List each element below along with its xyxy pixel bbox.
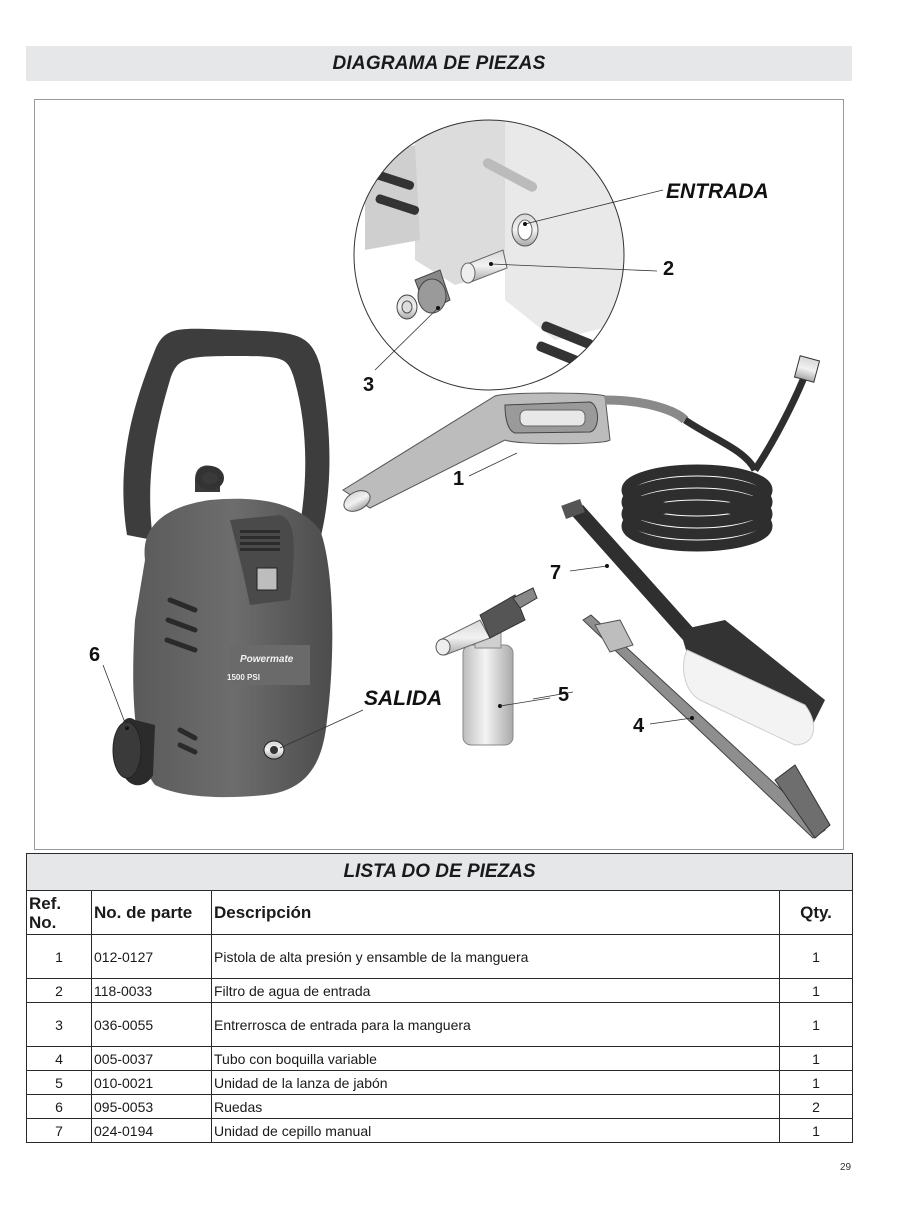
description-cell: Ruedas xyxy=(212,1095,780,1119)
qty-cell: 1 xyxy=(780,979,853,1003)
table-row xyxy=(27,1095,853,1119)
ref-cell: 1 xyxy=(27,935,92,979)
qty-cell: 1 xyxy=(780,1003,853,1047)
qty-cell: 2 xyxy=(780,1095,853,1119)
qty-cell: 1 xyxy=(780,1071,853,1095)
soap-lance xyxy=(436,588,537,745)
table-row xyxy=(27,1003,853,1047)
col-header-ref: Ref. No. xyxy=(27,891,92,935)
part-number-cell: 118-0033 xyxy=(92,979,212,1003)
part-number-cell: 024-0194 xyxy=(92,1119,212,1143)
table-row xyxy=(27,979,853,1003)
ref-cell: 4 xyxy=(27,1047,92,1071)
description-cell: Unidad de la lanza de jabón xyxy=(212,1071,780,1095)
ref-cell: 5 xyxy=(27,1071,92,1095)
part-number-cell: 005-0037 xyxy=(92,1047,212,1071)
ref-cell: 7 xyxy=(27,1119,92,1143)
qty-cell: 1 xyxy=(780,1119,853,1143)
table-header-row xyxy=(27,891,853,935)
callout-3: 3 xyxy=(363,374,375,396)
description-cell: Unidad de cepillo manual xyxy=(212,1119,780,1143)
part-number-cell: 010-0021 xyxy=(92,1071,212,1095)
inlet-label: ENTRADA xyxy=(666,180,769,203)
callout-5: 5 xyxy=(558,684,570,706)
parts-list-title: LISTA DO DE PIEZAS xyxy=(27,854,853,891)
brand-label: Powermate xyxy=(240,654,294,665)
description-cell: Filtro de agua de entrada xyxy=(212,979,780,1003)
pressure-washer-unit xyxy=(113,329,332,797)
part-number-cell: 036-0055 xyxy=(92,1003,212,1047)
outlet-label: SALIDA xyxy=(364,687,443,710)
description-cell: Entrerrosca de entrada para la manguera xyxy=(212,1003,780,1047)
part-number-cell: 095-0053 xyxy=(92,1095,212,1119)
col-header-part: No. de parte xyxy=(92,891,212,935)
callout-7: 7 xyxy=(550,562,562,584)
callout-6: 6 xyxy=(89,644,101,666)
qty-cell: 1 xyxy=(780,1047,853,1071)
ref-cell: 3 xyxy=(27,1003,92,1047)
description-cell: Tubo con boquilla variable xyxy=(212,1047,780,1071)
part-number-cell: 012-0127 xyxy=(92,935,212,979)
table-row xyxy=(27,1119,853,1143)
section-title: DIAGRAMA DE PIEZAS xyxy=(26,46,852,81)
callout-4: 4 xyxy=(633,715,645,737)
page-number: 29 xyxy=(840,1162,852,1173)
col-header-desc: Descripción xyxy=(212,891,780,935)
table-row xyxy=(27,935,853,979)
parts-diagram xyxy=(34,99,844,850)
table-row xyxy=(27,1047,853,1071)
svg-text:1500 PSI: 1500 PSI xyxy=(227,673,260,682)
description-cell: Pistola de alta presión y ensamble de la manguera xyxy=(212,935,780,979)
qty-cell: 1 xyxy=(780,935,853,979)
ref-cell: 6 xyxy=(27,1095,92,1119)
table-row xyxy=(27,1071,853,1095)
ref-cell: 2 xyxy=(27,979,92,1003)
parts-list-table xyxy=(26,853,853,1143)
callout-2: 2 xyxy=(663,258,675,280)
col-header-qty: Qty. xyxy=(780,891,853,935)
callout-1: 1 xyxy=(453,468,465,490)
